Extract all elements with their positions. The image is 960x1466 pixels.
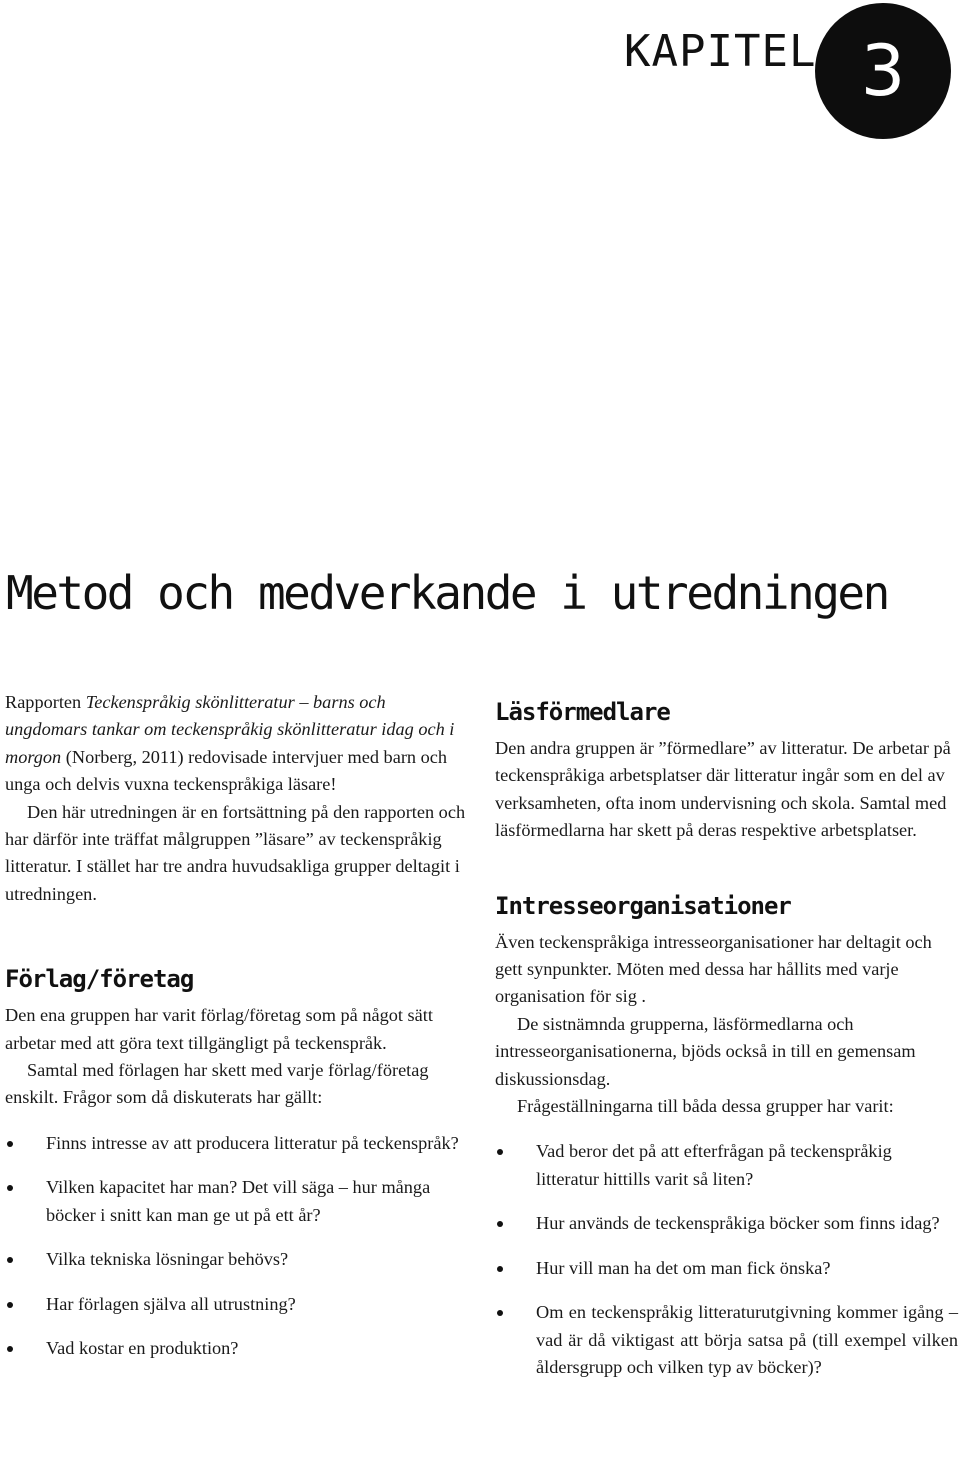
- list-item-text: Finns intresse av att producera litteratur på teckenspråk?: [46, 1132, 459, 1153]
- organisationer-paragraph-1: Även teckenspråkiga intresseorganisationer har deltagit och gett synpunkter. Möten med dessa har hållits med varje organisation för sig .: [495, 931, 932, 1007]
- list-item: [5, 1335, 467, 1362]
- section-heading-intresseorganisationer: Intresseorganisationer: [495, 891, 791, 920]
- intro-lead: Rapporten: [5, 692, 86, 712]
- bullet-icon: [7, 1302, 13, 1308]
- organisationer-paragraph-2: De sistnämnda grupperna, läsförmedlarna och intresseorganisationerna, bjöds också in till en gemensam diskussionsdag.: [495, 1013, 916, 1089]
- bullet-icon: [7, 1185, 13, 1191]
- bullet-icon: [7, 1141, 13, 1147]
- list-item: [495, 1210, 958, 1237]
- organisationer-paragraph-3: Frågeställningarna till båda dessa grupper har varit:: [517, 1096, 894, 1117]
- lasformedlare-paragraph: Den andra gruppen är ”förmedlare” av litteratur. De arbetar på teckenspråkiga arbetsplatser där litteratur ingår som en del av verksamheten, ofta inom undervisning och skola. Samtal med läsförmedlarna har skett på deras respektive arbetsplatser.: [495, 738, 951, 841]
- list-item-text: Hur används de teckenspråkiga böcker som finns idag?: [536, 1213, 940, 1234]
- forlag-paragraph-1: Den ena gruppen har varit förlag/företag som på något sätt arbetar med att göra text tillgängligt på teckenspråk.: [5, 1005, 433, 1053]
- bullet-icon: [497, 1310, 503, 1316]
- list-item-text: Vad kostar en produktion?: [46, 1337, 239, 1358]
- list-item-text: Hur vill man ha det om man fick önska?: [536, 1257, 831, 1278]
- bullet-icon: [497, 1149, 503, 1155]
- intro-rest: (Norberg, 2011) redovisade intervjuer med barn och unga och delvis vuxna teckenspråkiga läsare!: [5, 746, 448, 795]
- right-column: [495, 697, 958, 1381]
- bullet-icon: [497, 1221, 503, 1227]
- section-heading-forlag: Förlag/företag: [5, 965, 194, 994]
- bullet-icon: [7, 1346, 13, 1352]
- list-item-text: Om en teckenspråkig litteraturutgivning kommer igång – vad är då viktigast att börja satsa på (till exempel vilken åldersgrupp och vilken typ av böcker)?: [536, 1302, 958, 1377]
- list-item-text: Vilken kapacitet har man? Det vill säga – hur många böcker i snitt kan man ge ut på ett år?: [46, 1177, 431, 1225]
- list-item: [495, 1138, 958, 1193]
- chapter-number: 3: [860, 30, 906, 112]
- chapter-number-badge: [815, 3, 951, 139]
- list-item: [495, 1299, 958, 1381]
- left-column: [5, 689, 467, 1362]
- list-item: [495, 1255, 958, 1282]
- list-item: [5, 1174, 467, 1229]
- page-title: Metod och medverkande i utredningen: [6, 566, 888, 620]
- chapter-label: KAPITEL: [624, 26, 817, 77]
- section-heading-lasformedlare: Läsförmedlare: [495, 698, 670, 726]
- organisationer-question-list: [495, 1138, 958, 1381]
- intro-paragraph: [5, 689, 467, 799]
- forlag-question-list: [5, 1130, 467, 1362]
- bullet-icon: [497, 1266, 503, 1272]
- list-item-text: Vilka tekniska lösningar behövs?: [46, 1249, 289, 1270]
- list-item: [5, 1291, 467, 1318]
- list-item: [5, 1130, 467, 1157]
- bullet-icon: [7, 1257, 13, 1263]
- list-item-text: Har förlagen själva all utrustning?: [46, 1293, 296, 1314]
- intro-paragraph-2: Den här utredningen är en fortsättning på den rapporten och har därför inte träffat målgruppen ”läsare” av teckenspråkig litteratur. I stället har tre andra huvudsakliga grupper deltagit i utredningen.: [5, 801, 466, 904]
- list-item-text: Vad beror det på att efterfrågan på teckenspråkig litteratur hittills varit så liten?: [536, 1141, 892, 1189]
- report-title: Teckenspråkig skönlitteratur – barns och ungdomars tankar om teckenspråkig skönlitteratur idag och i morgon: [5, 692, 455, 767]
- list-item: [5, 1246, 467, 1273]
- forlag-paragraph-2: Samtal med förlagen har skett med varje förlag/företag enskilt. Frågor som då diskuterats har gällt:: [5, 1060, 429, 1108]
